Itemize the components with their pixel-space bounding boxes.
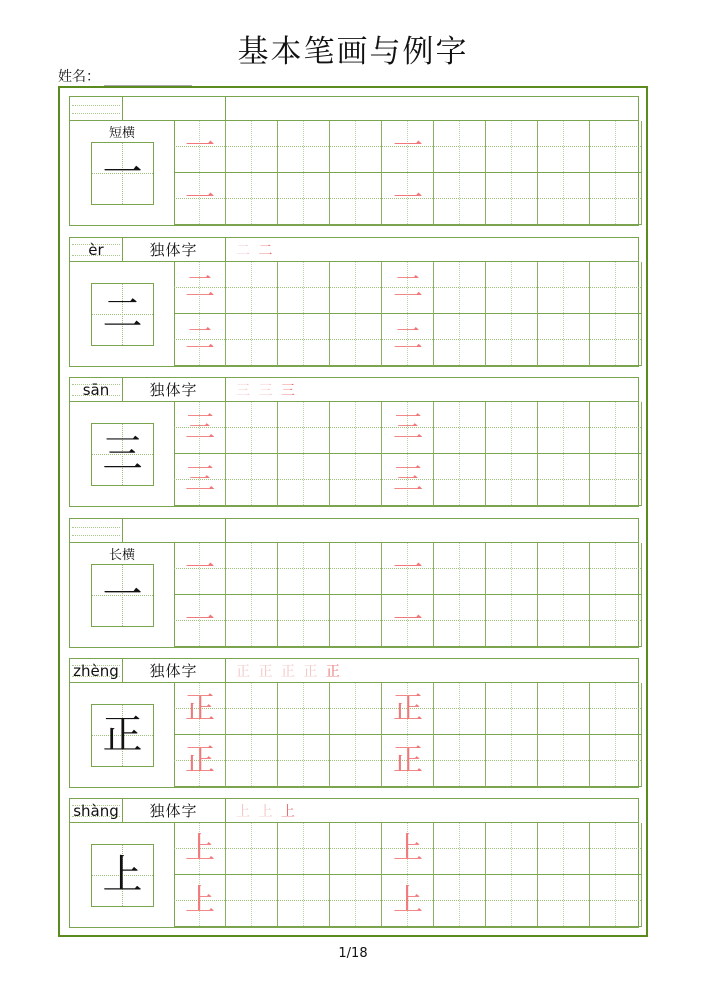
practice-cell[interactable] xyxy=(538,875,590,927)
practice-cell[interactable] xyxy=(226,402,278,454)
stroke-label: 长横 xyxy=(108,548,135,563)
trace-char: 一 xyxy=(393,181,423,216)
practice-cell[interactable] xyxy=(590,683,642,735)
trace-char: 正 xyxy=(393,691,423,726)
practice-cell[interactable] xyxy=(382,173,434,225)
practice-cell[interactable] xyxy=(330,121,382,173)
practice-cell[interactable] xyxy=(486,735,538,787)
practice-block xyxy=(69,96,639,226)
practice-cell[interactable] xyxy=(434,402,486,454)
trace-char: 一 xyxy=(185,603,215,638)
practice-cell[interactable] xyxy=(226,262,278,314)
practice-cell[interactable] xyxy=(538,595,590,647)
practice-cell[interactable] xyxy=(590,262,642,314)
practice-cell[interactable] xyxy=(330,402,382,454)
practice-cell[interactable] xyxy=(486,875,538,927)
stroke-order-step: 正 xyxy=(303,664,320,680)
stroke-order-step: 正 xyxy=(236,664,252,680)
practice-cell[interactable] xyxy=(226,683,278,735)
stroke-order-step: 上 xyxy=(236,804,252,820)
trace-char: 一 xyxy=(393,129,423,164)
trace-char: 三 xyxy=(185,410,215,445)
model-char: 一 xyxy=(102,150,143,196)
practice-block xyxy=(69,377,639,507)
trace-char: 一 xyxy=(185,181,215,216)
char-type: 独体字 xyxy=(122,378,226,402)
practice-cell[interactable] xyxy=(330,683,382,735)
model-area xyxy=(70,121,175,225)
pinyin: shàng xyxy=(73,802,119,820)
practice-cell[interactable] xyxy=(538,402,590,454)
practice-cell[interactable] xyxy=(538,262,590,314)
practice-cell[interactable] xyxy=(486,454,538,506)
practice-cell[interactable] xyxy=(382,314,434,366)
practice-cell[interactable] xyxy=(278,402,330,454)
practice-cell[interactable] xyxy=(486,683,538,735)
practice-block xyxy=(69,798,639,928)
block-body xyxy=(69,823,639,928)
stroke-label: 短横 xyxy=(108,126,135,141)
practice-cell[interactable] xyxy=(382,683,434,735)
practice-cell[interactable] xyxy=(382,735,434,787)
stroke-order xyxy=(236,238,274,262)
model-area xyxy=(70,402,175,506)
practice-cell[interactable] xyxy=(330,262,382,314)
practice-cell[interactable] xyxy=(278,683,330,735)
practice-cell[interactable] xyxy=(174,121,226,173)
practice-cell[interactable] xyxy=(382,875,434,927)
stroke-order-step: 二 xyxy=(236,243,252,259)
block-body xyxy=(69,683,639,788)
practice-cell[interactable] xyxy=(590,173,642,225)
pinyin: sān xyxy=(82,381,110,399)
model-area xyxy=(70,543,175,647)
practice-grid xyxy=(174,823,639,927)
pinyin-cell xyxy=(70,97,123,121)
model-char-box xyxy=(91,844,154,907)
stroke-order-step: 二 xyxy=(258,243,275,259)
practice-cell[interactable] xyxy=(434,543,486,595)
practice-cell[interactable] xyxy=(330,454,382,506)
practice-cell[interactable] xyxy=(174,683,226,735)
pinyin-cell xyxy=(70,519,123,543)
practice-cell[interactable] xyxy=(434,735,486,787)
practice-cell[interactable] xyxy=(330,173,382,225)
model-area xyxy=(70,262,175,366)
practice-cell[interactable] xyxy=(590,735,642,787)
block-header xyxy=(69,518,639,543)
block-header xyxy=(69,658,639,683)
practice-grid xyxy=(174,402,639,506)
practice-cell[interactable] xyxy=(226,173,278,225)
stroke-order-step: 正 xyxy=(280,664,297,680)
stroke-order xyxy=(236,799,297,823)
practice-cell[interactable] xyxy=(174,454,226,506)
practice-cell[interactable] xyxy=(382,595,434,647)
stroke-order-step: 三 xyxy=(236,383,252,399)
practice-cell[interactable] xyxy=(278,823,330,875)
model-char: 二 xyxy=(102,291,143,337)
trace-char: 三 xyxy=(185,462,215,497)
name-field xyxy=(58,66,192,86)
page-title: 基本笔画与例字 xyxy=(237,34,469,70)
practice-cell[interactable] xyxy=(590,823,642,875)
practice-cell[interactable] xyxy=(174,314,226,366)
char-type xyxy=(122,519,226,543)
practice-cell[interactable] xyxy=(538,314,590,366)
block-body xyxy=(69,262,639,367)
practice-cell[interactable] xyxy=(174,402,226,454)
practice-block xyxy=(69,658,639,788)
trace-char: 上 xyxy=(393,831,423,866)
practice-cell[interactable] xyxy=(538,735,590,787)
practice-cell[interactable] xyxy=(590,595,642,647)
model-char: 上 xyxy=(102,852,143,898)
practice-cell[interactable] xyxy=(382,823,434,875)
practice-cell[interactable] xyxy=(486,314,538,366)
trace-char: 二 xyxy=(185,270,215,305)
practice-cell[interactable] xyxy=(486,823,538,875)
pinyin: zhèng xyxy=(73,662,119,680)
practice-cell[interactable] xyxy=(538,121,590,173)
practice-block xyxy=(69,518,639,648)
practice-cell[interactable] xyxy=(330,875,382,927)
char-type xyxy=(122,97,226,121)
practice-cell[interactable] xyxy=(486,173,538,225)
block-body xyxy=(69,402,639,507)
practice-cell[interactable] xyxy=(538,454,590,506)
practice-cell[interactable] xyxy=(434,173,486,225)
model-char-box xyxy=(91,423,154,486)
trace-char: 一 xyxy=(393,551,423,586)
model-char-box xyxy=(91,564,154,627)
practice-cell[interactable] xyxy=(382,121,434,173)
trace-char: 正 xyxy=(185,743,215,778)
practice-cell[interactable] xyxy=(226,823,278,875)
pinyin: èr xyxy=(88,241,104,259)
practice-cell[interactable] xyxy=(434,314,486,366)
practice-cell[interactable] xyxy=(382,543,434,595)
practice-cell[interactable] xyxy=(278,543,330,595)
practice-cell[interactable] xyxy=(226,121,278,173)
model-area xyxy=(70,683,175,787)
practice-cell[interactable] xyxy=(486,121,538,173)
practice-cell[interactable] xyxy=(278,262,330,314)
practice-cell[interactable] xyxy=(434,875,486,927)
trace-char: 上 xyxy=(393,883,423,918)
trace-char: 三 xyxy=(393,462,423,497)
trace-char: 上 xyxy=(185,831,215,866)
model-char: 三 xyxy=(102,431,143,477)
trace-char: 二 xyxy=(393,322,423,357)
trace-char: 一 xyxy=(185,551,215,586)
stroke-order xyxy=(236,659,342,683)
pinyin-cell xyxy=(70,659,123,683)
practice-cell[interactable] xyxy=(434,454,486,506)
name-label: 姓名： xyxy=(58,69,100,85)
practice-cell[interactable] xyxy=(278,595,330,647)
model-char-box xyxy=(91,142,154,205)
stroke-order-step: 上 xyxy=(258,804,275,820)
practice-cell[interactable] xyxy=(278,121,330,173)
practice-cell[interactable] xyxy=(590,402,642,454)
trace-char: 正 xyxy=(393,743,423,778)
practice-cell[interactable] xyxy=(434,121,486,173)
block-header xyxy=(69,96,639,121)
practice-cell[interactable] xyxy=(434,683,486,735)
model-char: 正 xyxy=(102,712,143,758)
block-header xyxy=(69,798,639,823)
model-area xyxy=(70,823,175,927)
page-number: 1/18 xyxy=(338,946,368,961)
practice-cell[interactable] xyxy=(330,543,382,595)
practice-cell[interactable] xyxy=(590,543,642,595)
char-type: 独体字 xyxy=(122,238,226,262)
practice-cell[interactable] xyxy=(174,173,226,225)
practice-cell[interactable] xyxy=(382,262,434,314)
practice-cell[interactable] xyxy=(434,262,486,314)
stroke-order-step: 正 xyxy=(325,664,342,680)
trace-char: 二 xyxy=(185,322,215,357)
practice-cell[interactable] xyxy=(278,454,330,506)
practice-cell[interactable] xyxy=(486,543,538,595)
model-char-box xyxy=(91,704,154,767)
practice-cell[interactable] xyxy=(278,173,330,225)
worksheet-frame xyxy=(58,86,648,937)
practice-cell[interactable] xyxy=(538,173,590,225)
stroke-order-step: 三 xyxy=(280,383,297,399)
practice-block xyxy=(69,237,639,367)
practice-cell[interactable] xyxy=(226,735,278,787)
practice-cell[interactable] xyxy=(590,121,642,173)
practice-cell[interactable] xyxy=(330,735,382,787)
practice-cell[interactable] xyxy=(226,543,278,595)
practice-cell[interactable] xyxy=(538,823,590,875)
trace-char: 一 xyxy=(185,129,215,164)
practice-cell[interactable] xyxy=(382,402,434,454)
practice-cell[interactable] xyxy=(174,543,226,595)
practice-cell[interactable] xyxy=(538,683,590,735)
practice-grid xyxy=(174,121,639,225)
block-header xyxy=(69,377,639,402)
trace-char: 正 xyxy=(185,691,215,726)
practice-grid xyxy=(174,683,639,787)
practice-cell[interactable] xyxy=(486,402,538,454)
practice-cell[interactable] xyxy=(538,543,590,595)
model-char-box xyxy=(91,283,154,346)
practice-cell[interactable] xyxy=(278,875,330,927)
block-body xyxy=(69,121,639,226)
practice-cell[interactable] xyxy=(486,262,538,314)
practice-cell[interactable] xyxy=(278,314,330,366)
stroke-order-step: 三 xyxy=(258,383,275,399)
practice-cell[interactable] xyxy=(174,262,226,314)
stroke-order xyxy=(236,378,297,402)
practice-cell[interactable] xyxy=(174,823,226,875)
practice-grid xyxy=(174,543,639,647)
model-char: 一 xyxy=(102,572,143,618)
practice-cell[interactable] xyxy=(278,735,330,787)
practice-cell[interactable] xyxy=(590,875,642,927)
practice-cell[interactable] xyxy=(434,823,486,875)
practice-cell[interactable] xyxy=(174,875,226,927)
pinyin-cell xyxy=(70,378,123,402)
practice-cell[interactable] xyxy=(174,595,226,647)
stroke-order-step: 上 xyxy=(280,804,297,820)
stroke-order-step: 正 xyxy=(258,664,275,680)
practice-cell[interactable] xyxy=(330,823,382,875)
practice-cell[interactable] xyxy=(174,735,226,787)
practice-cell[interactable] xyxy=(330,595,382,647)
char-type: 独体字 xyxy=(122,659,226,683)
trace-char: 三 xyxy=(393,410,423,445)
block-body xyxy=(69,543,639,648)
trace-char: 上 xyxy=(185,883,215,918)
practice-cell[interactable] xyxy=(226,454,278,506)
name-input-line[interactable] xyxy=(104,71,192,86)
practice-cell[interactable] xyxy=(226,875,278,927)
char-type: 独体字 xyxy=(122,799,226,823)
practice-cell[interactable] xyxy=(486,595,538,647)
practice-cell[interactable] xyxy=(330,314,382,366)
pinyin-cell xyxy=(70,238,123,262)
pinyin-cell xyxy=(70,799,123,823)
practice-cell[interactable] xyxy=(382,454,434,506)
practice-cell[interactable] xyxy=(590,314,642,366)
practice-cell[interactable] xyxy=(226,595,278,647)
practice-grid xyxy=(174,262,639,366)
trace-char: 一 xyxy=(393,603,423,638)
trace-char: 二 xyxy=(393,270,423,305)
block-header xyxy=(69,237,639,262)
practice-cell[interactable] xyxy=(226,314,278,366)
practice-cell[interactable] xyxy=(590,454,642,506)
practice-cell[interactable] xyxy=(434,595,486,647)
